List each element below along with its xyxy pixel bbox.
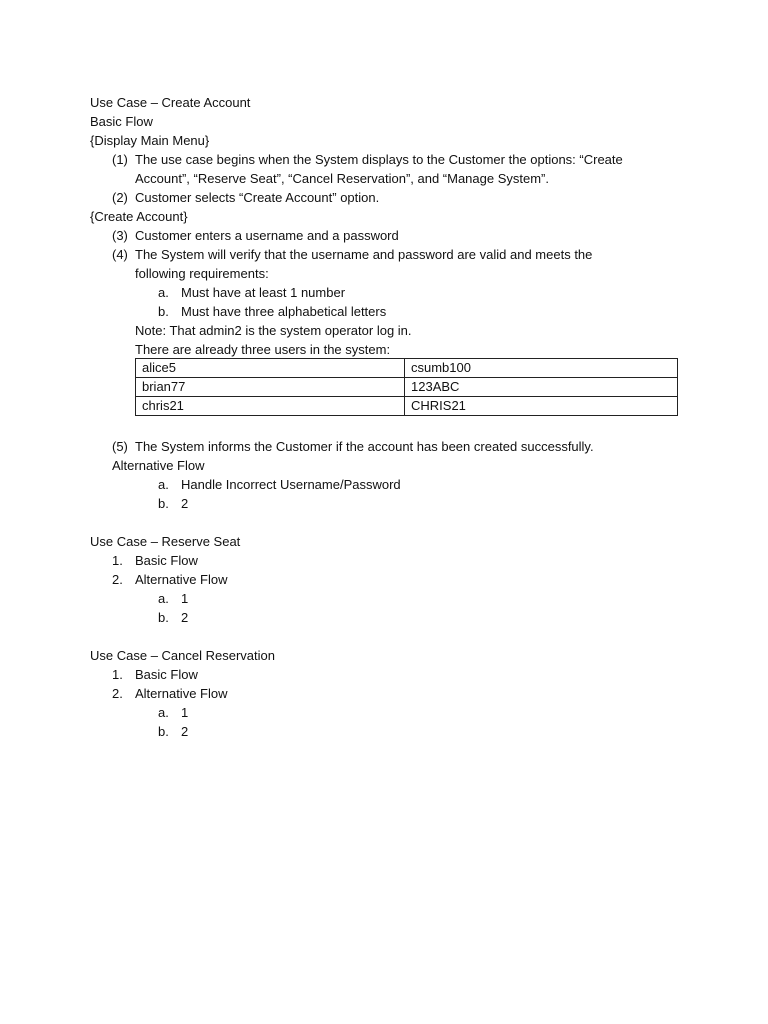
uc2-item1-number: 1. (112, 553, 123, 568)
uc3-sub-a-text: 1 (181, 705, 189, 720)
uc2-sub-a-text: 1 (181, 591, 189, 606)
step4-number: (4) (112, 247, 128, 262)
uc3-item1-text: Basic Flow (135, 667, 198, 682)
uc3-title: Use Case – Cancel Reservation (90, 648, 275, 663)
alt-b-text: 2 (181, 496, 189, 511)
uc3-sub-a-marker: a. (158, 705, 169, 720)
alt-b-marker: b. (158, 496, 169, 511)
uc2-sub-a-marker: a. (158, 591, 169, 606)
users-table (135, 358, 678, 416)
uc3-item2-number: 2. (112, 686, 123, 701)
password-cell: 123ABC (405, 378, 678, 397)
step5-number: (5) (112, 439, 128, 454)
uc2-item2-text: Alternative Flow (135, 572, 228, 587)
step2-text: Customer selects “Create Account” option. (135, 190, 380, 205)
step1-number: (1) (112, 152, 128, 167)
uc3-sub-b-marker: b. (158, 724, 169, 739)
username-cell: brian77 (136, 378, 405, 397)
uc2-item2-number: 2. (112, 572, 123, 587)
uc3-sub-b-text: 2 (181, 724, 189, 739)
uc3-item2-text: Alternative Flow (135, 686, 228, 701)
uc1-alternative-flow-heading: Alternative Flow (112, 458, 205, 473)
step1-text-line2: Account”, “Reserve Seat”, “Cancel Reservation”, and “Manage System”. (135, 171, 550, 186)
table-row (136, 397, 678, 416)
table-row (136, 359, 678, 378)
uc2-sub-b-marker: b. (158, 610, 169, 625)
section-create-account: {Create Account} (90, 209, 188, 224)
password-cell: csumb100 (405, 359, 678, 378)
username-cell: alice5 (136, 359, 405, 378)
uc1-title: Use Case – Create Account (90, 95, 251, 110)
step5-text: The System informs the Customer if the account has been created successfully. (135, 439, 594, 454)
uc3-item1-number: 1. (112, 667, 123, 682)
uc2-item1-text: Basic Flow (135, 553, 198, 568)
step2-number: (2) (112, 190, 128, 205)
uc1-basic-flow-heading: Basic Flow (90, 114, 153, 129)
section-display-main-menu: {Display Main Menu} (90, 133, 210, 148)
admin-note: Note: That admin2 is the system operator log in. (135, 323, 412, 338)
step4-text-line2: following requirements: (135, 266, 269, 281)
alt-a-text: Handle Incorrect Username/Password (181, 477, 401, 492)
password-cell: CHRIS21 (405, 397, 678, 416)
uc2-title: Use Case – Reserve Seat (90, 534, 241, 549)
step4-text-line1: The System will verify that the username and password are valid and meets the (135, 247, 593, 262)
table-row (136, 378, 678, 397)
users-intro: There are already three users in the system: (135, 342, 391, 357)
alt-a-marker: a. (158, 477, 169, 492)
uc2-sub-b-text: 2 (181, 610, 189, 625)
step3-text: Customer enters a username and a password (135, 228, 399, 243)
requirement-a-marker: a. (158, 285, 169, 300)
requirement-b-text: Must have three alphabetical letters (181, 304, 387, 319)
requirement-a-text: Must have at least 1 number (181, 285, 346, 300)
username-cell: chris21 (136, 397, 405, 416)
step1-text-line1: The use case begins when the System displays to the Customer the options: “Create (135, 152, 623, 167)
requirement-b-marker: b. (158, 304, 169, 319)
step3-number: (3) (112, 228, 128, 243)
